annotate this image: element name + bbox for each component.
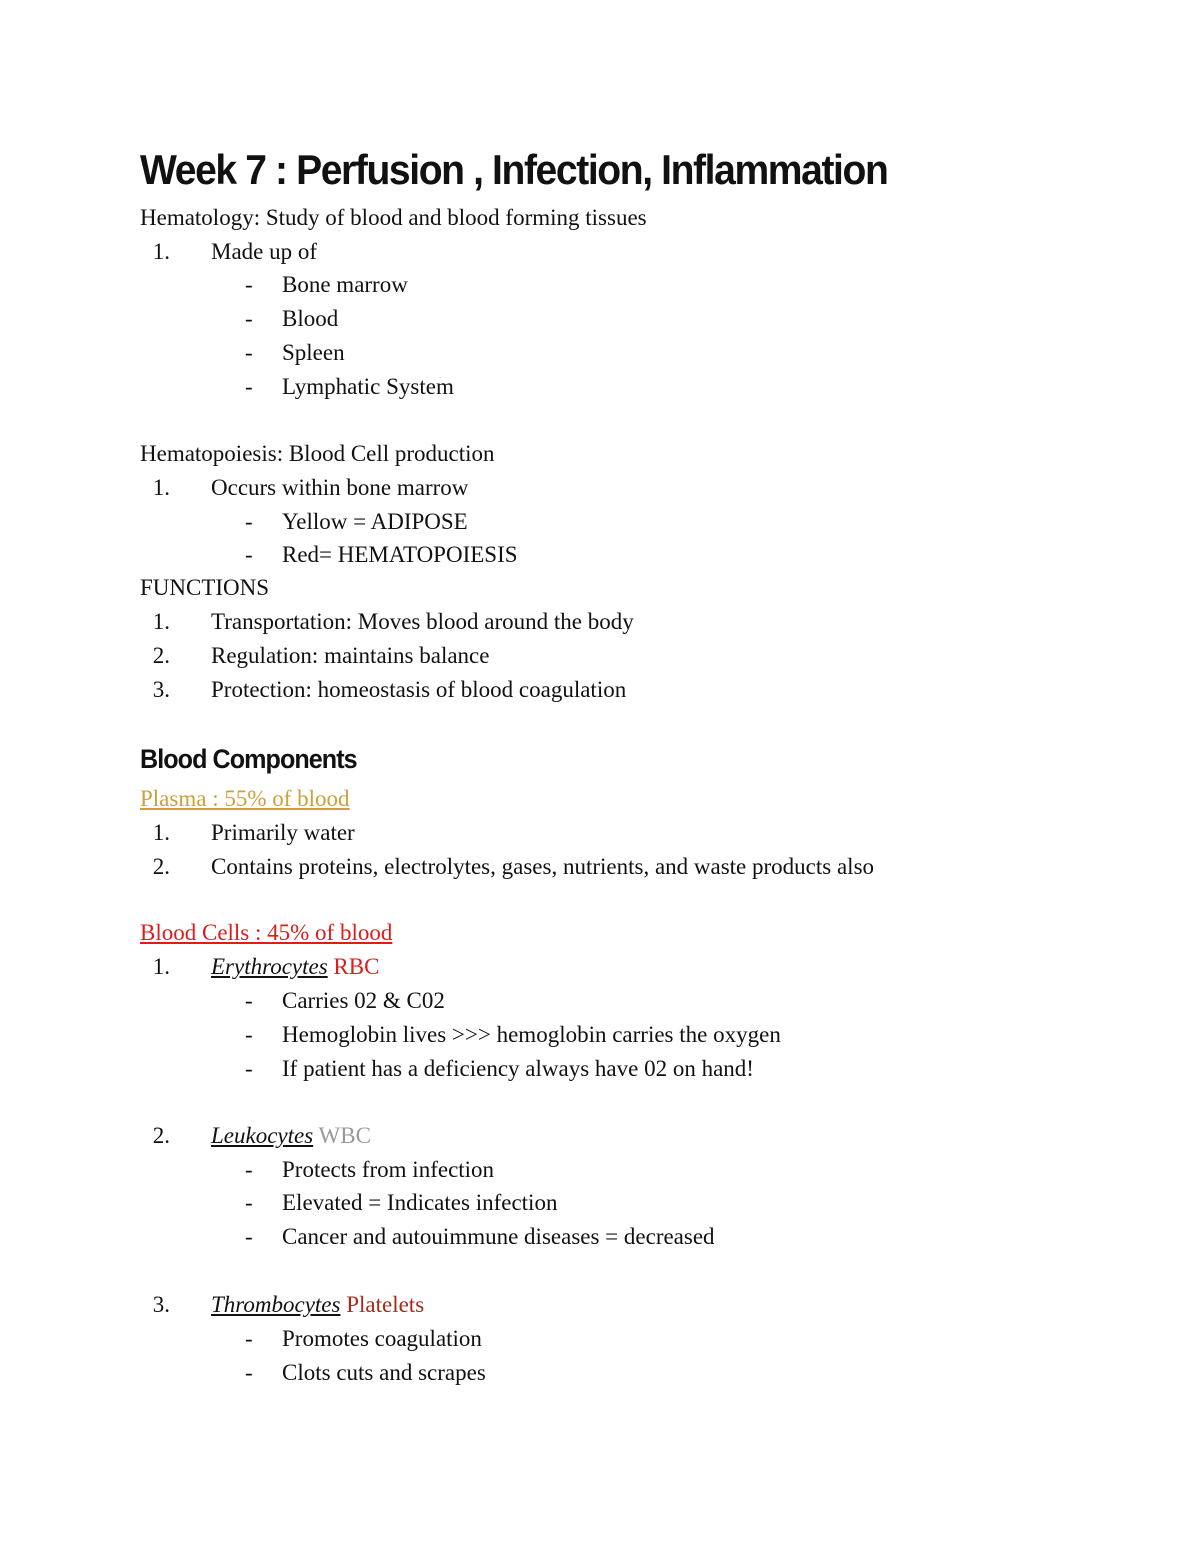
dash-marker: - [245, 1224, 253, 1249]
sub-item-text: Blood [282, 306, 339, 331]
dash-marker: - [245, 1190, 253, 1215]
platelets-abbr: Platelets [346, 1292, 425, 1317]
dash-marker: - [245, 374, 253, 399]
list-item-text: Protection: homeostasis of blood coagulation [211, 677, 627, 702]
sub-item-text: Protects from infection [282, 1157, 495, 1182]
rbc-abbr: RBC [333, 954, 380, 979]
list-number: 1. [152, 475, 170, 500]
dash-marker: - [245, 1157, 253, 1182]
dash-marker: - [245, 542, 253, 567]
list-item-text: Made up of [211, 239, 318, 264]
dash-marker: - [245, 988, 253, 1013]
plasma-heading: Plasma : 55% of blood [140, 786, 350, 811]
hematopoiesis-heading: Hematopoiesis: Blood Cell production [140, 441, 495, 466]
sub-item-text: Bone marrow [282, 272, 408, 297]
list-number: 2. [152, 643, 170, 668]
functions-heading: FUNCTIONS [140, 575, 270, 600]
dash-marker: - [245, 1022, 253, 1047]
dash-marker: - [245, 340, 253, 365]
sub-item-text: Lymphatic System [282, 374, 454, 399]
blood-cells-heading: Blood Cells : 45% of blood [140, 920, 393, 945]
cell-type-label [211, 1121, 371, 1151]
dash-marker: - [245, 306, 253, 331]
hematology-heading: Hematology: Study of blood and blood forming tissues [140, 205, 647, 230]
list-number: 1. [152, 609, 170, 634]
list-item-text: Contains proteins, electrolytes, gases, nutrients, and waste products also [211, 854, 875, 879]
sub-item-text: Red= HEMATOPOIESIS [282, 542, 518, 567]
cell-type-label [211, 1290, 424, 1320]
sub-item-text: Cancer and autouimmune diseases = decreased [282, 1224, 715, 1249]
sub-item-text: Carries 02 & C02 [282, 988, 445, 1013]
cell-type-label [211, 952, 379, 982]
sub-item-text: Promotes coagulation [282, 1326, 482, 1351]
dash-marker: - [245, 272, 253, 297]
sub-item-text: If patient has a deficiency always have 02 on hand! [282, 1056, 754, 1081]
wbc-abbr: WBC [318, 1123, 371, 1148]
list-number: 3. [152, 1292, 170, 1317]
dash-marker: - [245, 1056, 253, 1081]
sub-item-text: Spleen [282, 340, 345, 365]
dash-marker: - [245, 509, 253, 534]
list-item-text: Regulation: maintains balance [211, 643, 490, 668]
list-number: 1. [152, 954, 170, 979]
sub-item-text: Clots cuts and scrapes [282, 1360, 486, 1385]
dash-marker: - [245, 1326, 253, 1351]
thrombocytes-name: Thrombocytes [211, 1292, 341, 1317]
leukocytes-name: Leukocytes [211, 1123, 314, 1148]
list-number: 1. [152, 820, 170, 845]
list-number: 1. [152, 239, 170, 264]
list-item-text: Occurs within bone marrow [211, 475, 469, 500]
list-item-text: Transportation: Moves blood around the body [211, 609, 634, 634]
dash-marker: - [245, 1360, 253, 1385]
page-title: Week 7 : Perfusion , Infection, Inflammation [140, 146, 888, 193]
list-number: 2. [152, 1123, 170, 1148]
sub-item-text: Hemoglobin lives >>> hemoglobin carries the oxygen [282, 1022, 781, 1047]
blood-components-heading: Blood Components [140, 744, 357, 774]
list-item-text: Primarily water [211, 820, 355, 845]
sub-item-text: Elevated = Indicates infection [282, 1190, 558, 1215]
list-number: 2. [152, 854, 170, 879]
sub-item-text: Yellow = ADIPOSE [282, 509, 468, 534]
list-number: 3. [152, 677, 170, 702]
erythrocytes-name: Erythrocytes [211, 954, 328, 979]
